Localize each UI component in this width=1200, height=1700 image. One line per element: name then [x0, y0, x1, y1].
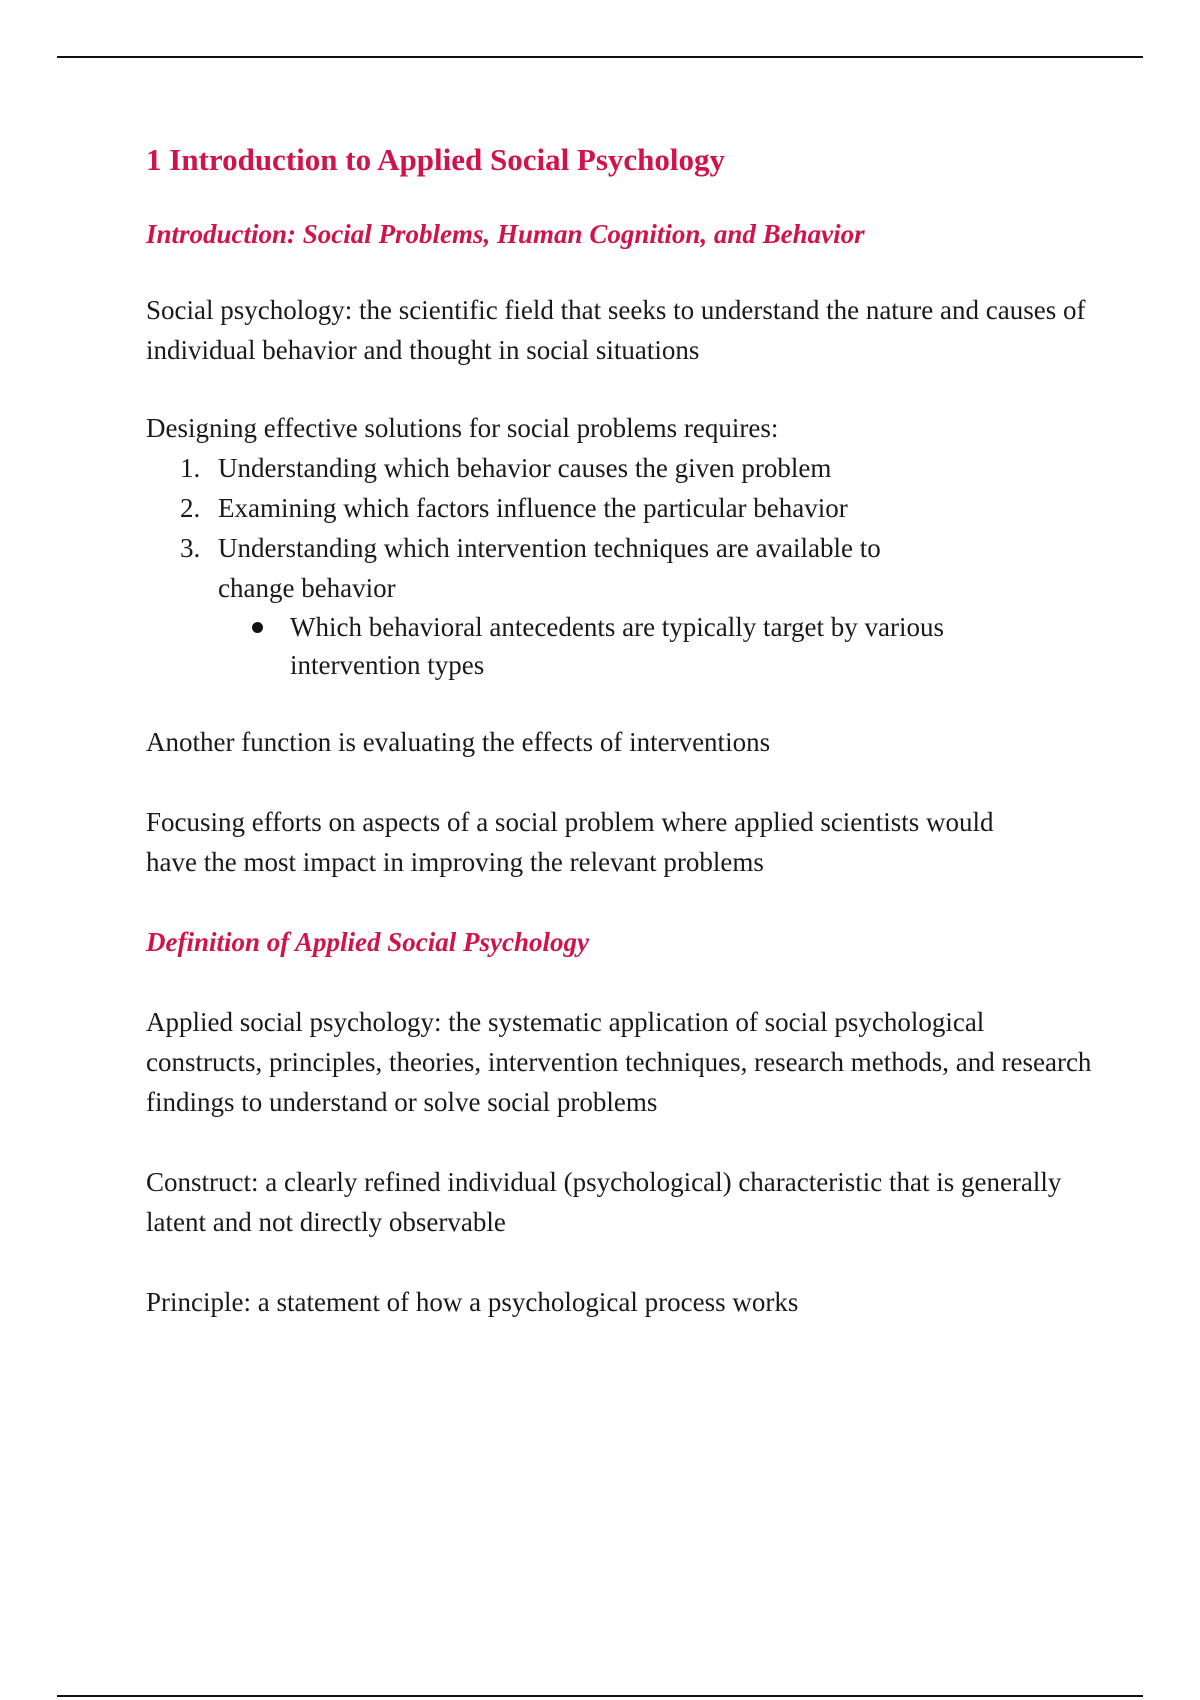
- evaluation-function: Another function is evaluating the effects of interventions: [146, 727, 771, 757]
- focusing-efforts: Focusing efforts on aspects of a social problem where applied scientists would have the most impact in improving the relevant problems: [146, 807, 994, 877]
- list-item: 3. Understanding which intervention techniques are available to change behavior: [180, 533, 881, 603]
- chapter-heading: 1 Introduction to Applied Social Psychology: [146, 142, 726, 177]
- document-body: [146, 140, 1096, 1322]
- section-heading-introduction: Introduction: Social Problems, Human Cognition, and Behavior: [146, 219, 865, 249]
- top-rule: [57, 56, 1143, 58]
- section-heading-definition: Definition of Applied Social Psychology: [146, 927, 589, 957]
- principle-definition: Principle: a statement of how a psychological process works: [146, 1287, 799, 1317]
- sub-bullet-list: [218, 608, 1018, 684]
- list-item: 1. Understanding which behavior causes the given problem: [180, 453, 832, 483]
- list-item: Which behavioral antecedents are typically target by various intervention types: [218, 608, 1018, 684]
- bottom-rule: [57, 1695, 1143, 1697]
- bullet-icon: [252, 622, 263, 633]
- requirements-list: [146, 448, 1096, 608]
- social-psychology-definition: Social psychology: the scientific field that seeks to understand the nature and causes of individual behavior and thought in social situations: [146, 295, 1086, 365]
- applied-social-psychology-definition: Applied social psychology: the systematic application of social psychological constructs, principles, theories, intervention techniques, research methods, and research findings to understand or solve social problems: [146, 1007, 1092, 1117]
- construct-definition: Construct: a clearly refined individual (psychological) characteristic that is generally latent and not directly observable: [146, 1167, 1062, 1237]
- solutions-intro: Designing effective solutions for social problems requires:: [146, 413, 779, 443]
- list-item: 2. Examining which factors influence the particular behavior: [180, 493, 848, 523]
